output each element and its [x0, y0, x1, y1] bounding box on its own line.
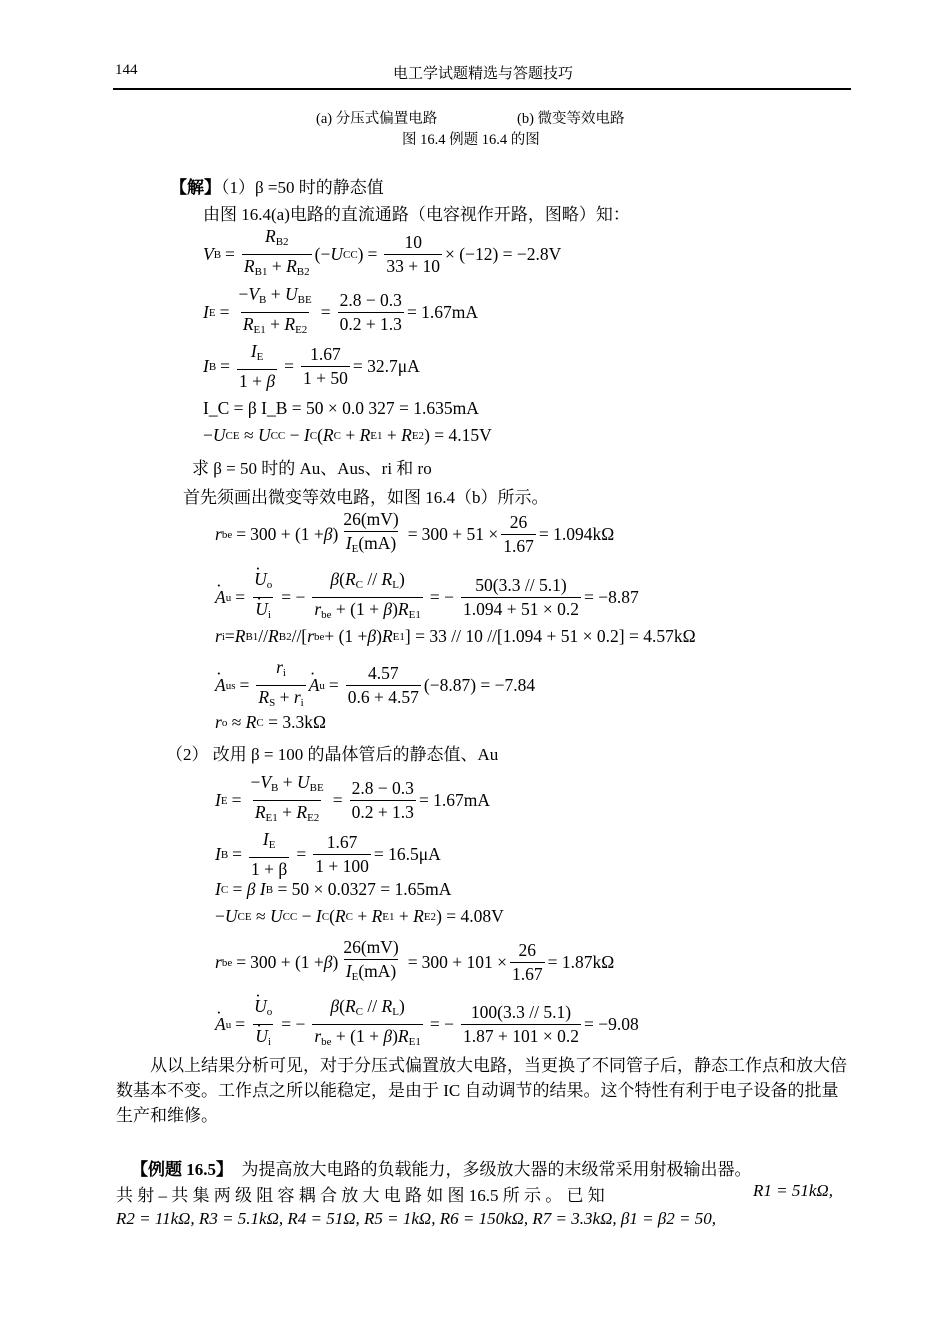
equation-ib2: I B = $\frac{I_E}{1 + \beta}$ = $\frac{1.67}{1 + 100}$ = 16.5μA — [215, 829, 441, 879]
equation-rbe: r be = 300 + (1 + β ) $\frac{26(mV)}{I_E(mA)}$ = 300 + 51 × $\frac{26}{1.67}$ = 1.094kΩ — [215, 509, 614, 560]
header-rule — [113, 88, 851, 90]
au2-result: = −9.08 — [583, 1014, 639, 1034]
example-line2: 共 射 – 共 集 两 级 阻 容 耦 合 放 大 电 路 如 图 16.5 所 示 。 已 知 — [116, 1186, 605, 1205]
equation-rbe2: r be = 300 + (1 + β ) $\frac{26(mV)}{I_E(mA)}$ = 300 + 101 × $\frac{26}{1.67}$ = 1.87kΩ — [215, 937, 614, 988]
solution-intro: 由图 16.4(a)电路的直流通路（电容视作开路，图略）知： — [203, 205, 630, 224]
figure-subcaption-b: (b) 微变等效电路 — [517, 111, 625, 127]
example-params: R2 = 11kΩ, R3 = 5.1kΩ, R4 = 51Ω, R5 = 1kΩ, R6 = 150kΩ, R7 = 3.3kΩ, β1 = β2 = 50, — [116, 1209, 716, 1228]
equation-ie2: I E = $-V_B + U_{BE}$ $R_{E1} + R_{E2}$ = $\frac{2.8 - 0.3}{0.2 + 1.3}$ = 1.67mA — [215, 772, 490, 829]
vb-result: = −2.8V — [502, 244, 562, 264]
equation-vb: V B = $\frac{R_{B2}}{R_{B1} + R_{B2}}$ (− U CC ) = $\frac{10}{33 + 10}$ × (−12) = −2.8V — [203, 226, 561, 283]
ie2-result: = 1.67mA — [418, 790, 491, 810]
figure-subcaption-a: (a) 分压式偏置电路 — [316, 111, 438, 127]
page-header — [115, 62, 851, 90]
au-result: = −8.87 — [583, 587, 639, 607]
example-r1: R1 = 51kΩ, — [753, 1181, 833, 1200]
example-label: 【例题 16.5】 — [131, 1160, 233, 1179]
example-line1 — [131, 1155, 752, 1180]
ro-result: = 3.3kΩ — [268, 712, 326, 732]
figure-caption: 图 16.4 例题 16.4 的图 — [402, 132, 540, 148]
book-title: 电工学试题精选与答题技巧 — [392, 66, 573, 82]
ib-result: = 32.7μA — [352, 356, 420, 376]
equation-ro: r o ≈ R C = 3.3kΩ — [215, 712, 326, 732]
aus-result: (−8.87) = −7.84 — [423, 675, 536, 695]
page-number: 144 — [115, 62, 138, 78]
ie-result: = 1.67mA — [406, 302, 479, 322]
dynamic-title: 求 β = 50 时的 Au、Aus、ri 和 ro — [192, 459, 432, 478]
equation-aus: · A us = $\frac{r_i}{R_S + r_i}$ · A u = $\frac{4.57}{0.6 + 4.57}$ (−8.87) = −7.84 — [215, 657, 535, 714]
equation-au: · A u = · $U_o$ · $U_i$ = − $\beta(R_C // R_L)$ $r_{be} + (1 + \beta)R_{E1}$ = − $\frac{50(3.3 // 5.1)}{1.094 + 51 \times 0.2}$ = −8.87 — [215, 569, 639, 626]
equation-ic2: I C = β I B = 50 × 0.0327 = 1.65mA — [215, 879, 452, 899]
ic2-result: = 50 × 0.0327 = 1.65mA — [277, 879, 452, 899]
equation-ri: r i = R B1 // R B2 //[ r be + (1 + β ) R E1 ] = 33 // 10 //[1.094 + 51 × 0.2] = 4.57kΩ — [215, 626, 696, 646]
uce2-result: = 4.08V — [446, 906, 504, 926]
conclusion-paragraph: 从以上结果分析可见，对于分压式偏置放大电路，当更换了不同管子后，静态工作点和放大倍数基本不变。工作点之所以能稳定，是由于 IC 自动调节的结果。这个特性有利于电子设备的批量生产和维修。 — [116, 1056, 847, 1125]
equation-ic: I_C = β I_B = 50 × 0.0 327 = 1.635mA — [203, 398, 479, 418]
ri-result: = 33 // 10 //[1.094 + 51 × 0.2] = 4.57kΩ — [415, 626, 696, 646]
solution-part2: （2） 改用 β = 100 的晶体管后的静态值、Au — [166, 745, 499, 764]
equation-uce2: − U CE ≈ U CC − I C ( R C + R E1 + R E2 ) = 4.08V — [215, 906, 504, 926]
rbe2-result: = 1.87kΩ — [547, 952, 615, 972]
equation-uce: − U CE ≈ U CC − I C ( R C + R E1 + R E2 ) = 4.15V — [203, 425, 492, 445]
ib2-result: = 16.5μA — [373, 844, 441, 864]
equation-ie: I E = $-V_B + U_{BE}$ $R_{E1} + R_{E2}$ = $\frac{2.8 - 0.3}{0.2 + 1.3}$ = 1.67mA — [203, 284, 478, 341]
equation-ib: I B = $\frac{I_E}{1 + \beta}$ = $\frac{1.67}{1 + 50}$ = 32.7μA — [203, 341, 420, 391]
equation-au2: · A u = · $U_o$ · $U_i$ = − $\beta(R_C // R_L)$ $r_{be} + (1 + \beta)R_{E1}$ = − $\frac{100(3.3 // 5.1)}{1.87 + 101 \times 0.2}$ = −9.08 — [215, 996, 639, 1053]
solution-label: 【解】 — [170, 178, 221, 197]
rbe-result: = 1.094kΩ — [538, 524, 615, 544]
dynamic-intro: 首先须画出微变等效电路，如图 16.4（b）所示。 — [183, 488, 549, 507]
part1-text: （1）β =50 时的静态值 — [221, 178, 384, 197]
solution-part1 — [170, 173, 384, 198]
example-text1: 为提高放大电路的负载能力，多级放大器的末级常采用射极输出器。 — [241, 1160, 752, 1179]
uce-result: = 4.15V — [434, 425, 492, 445]
